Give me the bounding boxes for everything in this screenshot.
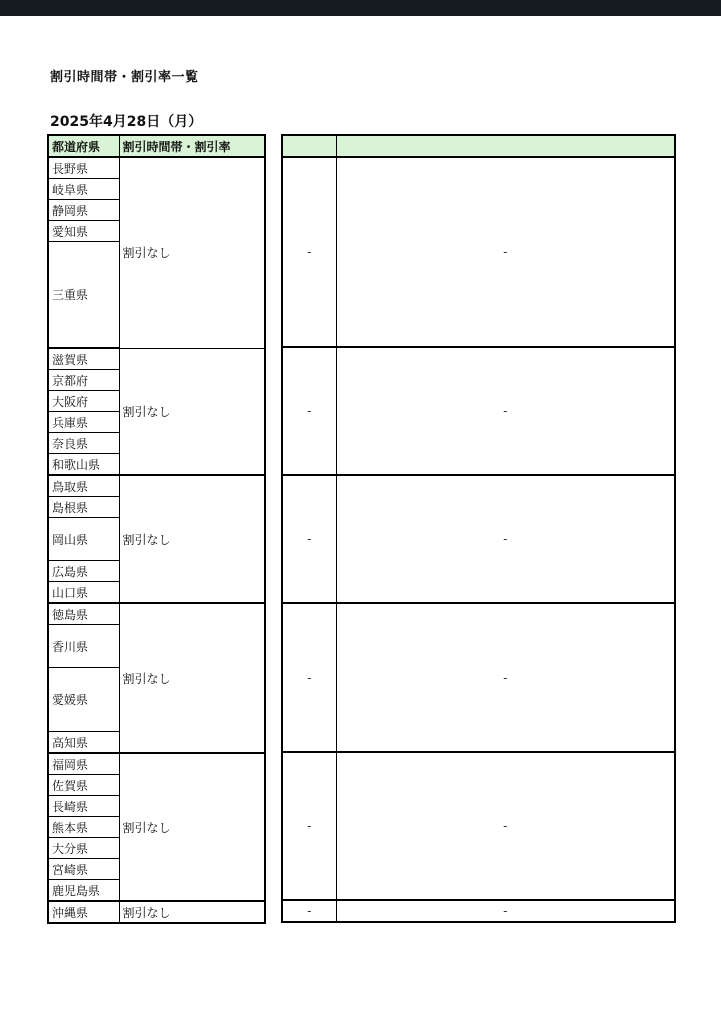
prefecture-cell: 三重県 bbox=[48, 242, 119, 349]
table-row bbox=[48, 603, 265, 625]
table-row bbox=[282, 475, 675, 603]
prefecture-cell: 鳥取県 bbox=[48, 475, 119, 497]
prefecture-cell: 愛知県 bbox=[48, 221, 119, 242]
discount-cell: 割引なし bbox=[119, 348, 265, 475]
document-date: 2025年4月28日（月） bbox=[50, 114, 203, 130]
discount-cell: 割引なし bbox=[119, 475, 265, 603]
prefecture-cell: 兵庫県 bbox=[48, 412, 119, 433]
detail-cell: - bbox=[336, 603, 675, 752]
prefecture-cell: 大分県 bbox=[48, 838, 119, 859]
discount-cell: 割引なし bbox=[119, 157, 265, 348]
table-row bbox=[48, 901, 265, 923]
detail-cell: - bbox=[336, 157, 675, 347]
detail-cell: - bbox=[282, 157, 336, 347]
prefecture-cell: 京都府 bbox=[48, 370, 119, 391]
detail-cell: - bbox=[336, 347, 675, 475]
prefecture-cell: 奈良県 bbox=[48, 433, 119, 454]
prefecture-cell: 島根県 bbox=[48, 497, 119, 518]
prefecture-cell: 徳島県 bbox=[48, 603, 119, 625]
table-row bbox=[48, 157, 265, 179]
table-row bbox=[282, 347, 675, 475]
prefecture-cell: 高知県 bbox=[48, 732, 119, 754]
prefecture-cell: 佐賀県 bbox=[48, 775, 119, 796]
table-row bbox=[282, 603, 675, 752]
table-header-row bbox=[282, 135, 675, 157]
detail-cell: - bbox=[282, 347, 336, 475]
prefecture-cell: 岡山県 bbox=[48, 518, 119, 561]
prefecture-cell: 香川県 bbox=[48, 625, 119, 668]
prefecture-cell: 和歌山県 bbox=[48, 454, 119, 476]
detail-cell: - bbox=[282, 475, 336, 603]
prefecture-cell: 長野県 bbox=[48, 157, 119, 179]
prefecture-cell: 福岡県 bbox=[48, 753, 119, 775]
prefecture-cell: 鹿児島県 bbox=[48, 880, 119, 902]
discount-table bbox=[47, 134, 266, 924]
discount-cell: 割引なし bbox=[119, 901, 265, 923]
table-row bbox=[48, 475, 265, 497]
detail-cell: - bbox=[282, 752, 336, 900]
table-row bbox=[48, 348, 265, 370]
detail-cell: - bbox=[336, 900, 675, 922]
prefecture-cell: 沖縄県 bbox=[48, 901, 119, 923]
prefecture-cell: 愛媛県 bbox=[48, 668, 119, 732]
table-row bbox=[282, 752, 675, 900]
detail-table bbox=[281, 134, 676, 923]
table-row bbox=[282, 900, 675, 922]
prefecture-cell: 広島県 bbox=[48, 561, 119, 582]
prefecture-cell: 岐阜県 bbox=[48, 179, 119, 200]
top-status-bar bbox=[0, 0, 721, 16]
detail-cell: - bbox=[282, 603, 336, 752]
prefecture-cell: 静岡県 bbox=[48, 200, 119, 221]
document-title: 割引時間帯・割引率一覧 bbox=[50, 70, 199, 85]
discount-cell: 割引なし bbox=[119, 753, 265, 901]
header-col4 bbox=[336, 135, 675, 157]
prefecture-cell: 大阪府 bbox=[48, 391, 119, 412]
detail-cell: - bbox=[282, 900, 336, 922]
prefecture-cell: 山口県 bbox=[48, 582, 119, 604]
detail-cell: - bbox=[336, 475, 675, 603]
prefecture-cell: 宮崎県 bbox=[48, 859, 119, 880]
header-col3 bbox=[282, 135, 336, 157]
detail-cell: - bbox=[336, 752, 675, 900]
header-discount: 割引時間帯・割引率 bbox=[119, 135, 265, 157]
table-row bbox=[282, 157, 675, 347]
prefecture-cell: 長崎県 bbox=[48, 796, 119, 817]
table-header-row bbox=[48, 135, 265, 157]
discount-cell: 割引なし bbox=[119, 603, 265, 753]
table-row bbox=[48, 753, 265, 775]
prefecture-cell: 熊本県 bbox=[48, 817, 119, 838]
prefecture-cell: 滋賀県 bbox=[48, 348, 119, 370]
header-prefecture: 都道府県 bbox=[48, 135, 119, 157]
